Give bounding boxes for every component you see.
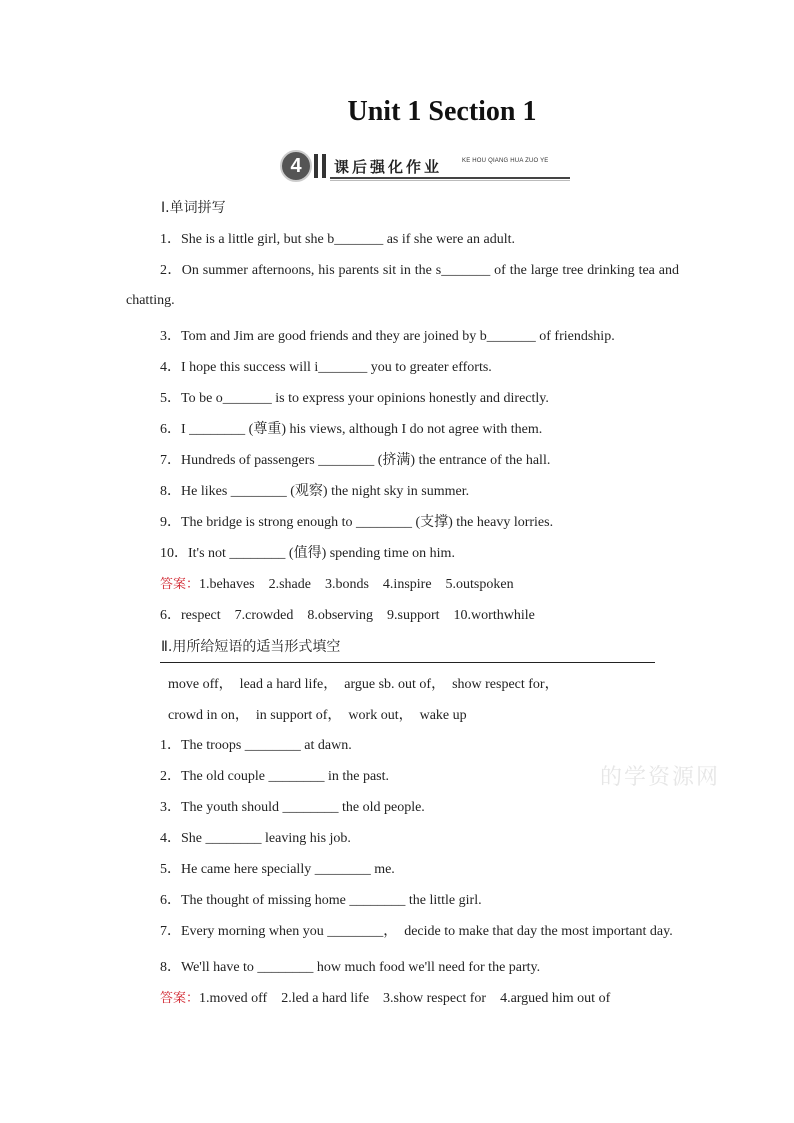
exercise-item: 2．The old couple ________ in the past.: [160, 769, 390, 784]
exercise-item: 3．The youth should ________ the old people.: [160, 800, 425, 815]
exercise-item: 8．We'll have to ________ how much food we'll need for the party.: [160, 960, 541, 975]
exercise-item: 2．On summer afternoons, his parents sit in the s_______ of the large tree drinking tea and chatting.: [126, 263, 679, 308]
exercise-item: 5．He came here specially ________ me.: [160, 862, 395, 877]
exercise-item: 9．The bridge is strong enough to ________ (支撑) the heavy lorries.: [160, 515, 554, 530]
exercise-item: 8．He likes ________ (观察) the night sky in summer.: [160, 484, 470, 499]
phrase-box-rule: [160, 662, 655, 663]
page-title: Unit 1 Section 1: [347, 96, 537, 127]
banner-number-badge: 4: [280, 150, 312, 182]
exercise-item: 6．I ________ (尊重) his views, although I do not agree with them.: [160, 422, 543, 437]
banner-underline: [330, 177, 570, 179]
section1-answer: [126, 574, 679, 595]
exercise-item: 7．Every morning when you ________， decide to make that day the most important day.: [160, 924, 673, 939]
exercise-item: 4．I hope this success will i_______ you to greater efforts.: [160, 360, 492, 375]
section1-heading: Ⅰ.单词拼写: [161, 200, 226, 216]
phrase-line: move off， lead a hard life， argue sb. out of， show respect for，: [168, 677, 559, 692]
exercise-item: 1．The troops ________ at dawn.: [160, 738, 352, 753]
banner-label: 课后强化作业: [334, 158, 443, 176]
answer-text: 1.behaves 2.shade 3.bonds 4.inspire 5.outspoken: [199, 577, 514, 592]
exercise-item: 5．To be o_______ is to express your opinions honestly and directly.: [160, 391, 549, 406]
exercise-content: [126, 197, 679, 1019]
answer-label: 答案：: [160, 577, 200, 592]
exercise-item: 6．The thought of missing home ________ the little girl.: [160, 893, 482, 908]
banner-bar-decoration: [314, 154, 318, 178]
exercise-item: 10．It's not ________ (值得) spending time on him.: [160, 546, 455, 561]
watermark: 的学资源网: [600, 765, 721, 790]
section1-answer-continued: 6．respect 7.crowded 8.observing 9.support 10.worthwhile: [160, 608, 535, 623]
section2-answer: [126, 988, 679, 1009]
exercise-item: 4．She ________ leaving his job.: [160, 831, 351, 846]
phrase-line: crowd in on， in support of， work out， wake up: [168, 708, 467, 723]
answer-text: 1.moved off 2.led a hard life 3.show respect for 4.argued him out of: [199, 991, 611, 1006]
section2-heading: Ⅱ.用所给短语的适当形式填空: [161, 639, 341, 655]
banner-bar-decoration: [322, 154, 326, 178]
banner-underline-shadow: [330, 180, 570, 181]
answer-label: 答案：: [160, 991, 200, 1006]
banner-pinyin: KE HOU QIANG HUA ZUO YE: [462, 158, 549, 164]
phrase-list: [126, 669, 679, 731]
exercise-item: 3．Tom and Jim are good friends and they are joined by b_______ of friendship.: [160, 329, 615, 344]
exercise-item: 1．She is a little girl, but she b_______ as if she were an adult.: [160, 232, 515, 247]
exercise-item: 7．Hundreds of passengers ________ (挤满) the entrance of the hall.: [160, 453, 551, 468]
section-banner: [280, 150, 570, 182]
